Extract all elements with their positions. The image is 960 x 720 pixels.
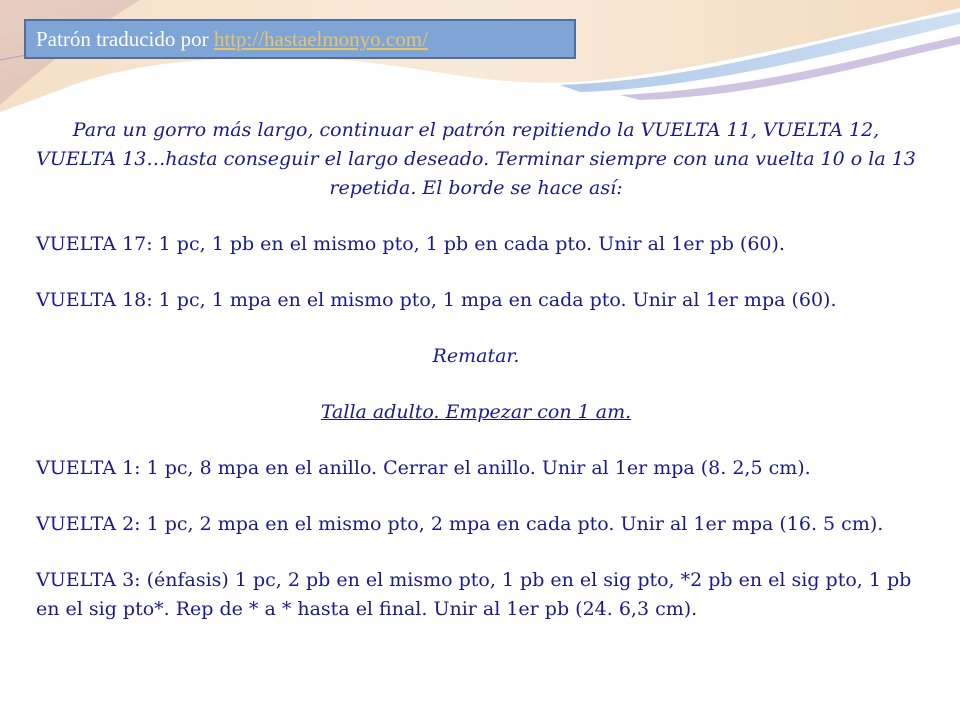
round-18: VUELTA 18: 1 pc, 1 mpa en el mismo pto, 1 mpa en cada pto. Unir al 1er mpa (60). [36, 289, 837, 311]
pattern-content [36, 116, 916, 624]
adult-size-heading: Talla adulto. Empezar con 1 am. [320, 401, 632, 423]
round-3: VUELTA 3: (énfasis) 1 pc, 2 pb en el mismo pto, 1 pb en el sig pto, *2 pb en el sig pto, 1 pb en el sig pto*. Rep de * a * hasta el final. Unir al 1er pb (24. 6,3 cm). [36, 569, 912, 620]
banner-prefix: Patrón traducido por [36, 27, 214, 51]
translation-credit-banner [24, 19, 576, 59]
round-2: VUELTA 2: 1 pc, 2 mpa en el mismo pto, 2 mpa en cada pto. Unir al 1er mpa (16. 5 cm). [36, 513, 884, 535]
round-17: VUELTA 17: 1 pc, 1 pb en el mismo pto, 1 pb en cada pto. Unir al 1er pb (60). [36, 233, 785, 255]
hastaelmonyo-link[interactable]: http://hastaelmonyo.com/ [213, 27, 428, 51]
finish-instruction: Rematar. [432, 345, 520, 367]
round-1: VUELTA 1: 1 pc, 8 mpa en el anillo. Cerrar el anillo. Unir al 1er mpa (8. 2,5 cm). [36, 457, 811, 479]
intro-paragraph: Para un gorro más largo, continuar el patrón repitiendo la VUELTA 11, VUELTA 12, VUELTA 13…hasta conseguir el largo deseado. Terminar siempre con una vuelta 10 o la 13 repetida. El borde se hace así: [36, 119, 916, 199]
decorative-swoosh-header [0, 0, 960, 120]
